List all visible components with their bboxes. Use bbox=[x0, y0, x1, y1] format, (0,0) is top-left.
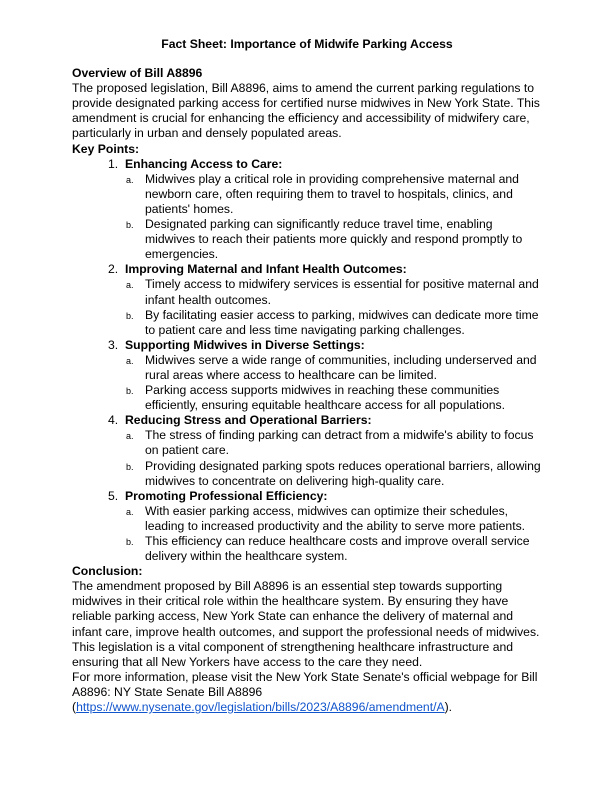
sub-point bbox=[126, 383, 542, 413]
more-info-paragraph bbox=[72, 670, 542, 715]
sub-point-text: The stress of finding parking can detract from a midwife's ability to focus on patient care. bbox=[145, 428, 534, 458]
sub-point-list bbox=[125, 504, 542, 564]
key-point-number: 4. bbox=[108, 413, 119, 428]
link-open-paren: ( bbox=[72, 700, 77, 715]
sub-point-text: This efficiency can reduce healthcare costs and improve overall service delivery within the healthcare system. bbox=[145, 534, 530, 564]
key-point bbox=[108, 337, 542, 413]
sub-point bbox=[126, 171, 542, 217]
sub-point bbox=[126, 217, 542, 262]
sub-point-text: With easier parking access, midwives can optimize their schedules, leading to increased productivity and the ability to serve more patients. bbox=[145, 503, 526, 533]
sub-point-letter: a. bbox=[126, 506, 134, 517]
sub-point-letter: b. bbox=[126, 220, 134, 231]
sub-point-text: Midwives serve a wide range of communities, including underserved and rural areas where access to healthcare can be limited. bbox=[145, 352, 537, 382]
key-point-title: Improving Maternal and Infant Health Outcomes: bbox=[125, 262, 407, 277]
sub-point-letter: a. bbox=[126, 431, 134, 442]
sub-point-text: By facilitating easier access to parking, midwives can dedicate more time to patient care and less time navigating parking challenges. bbox=[145, 307, 539, 337]
sub-point-list bbox=[125, 428, 542, 488]
key-point-number: 2. bbox=[108, 262, 119, 277]
sub-point-letter: b. bbox=[126, 537, 134, 547]
overview-heading: Overview of Bill A8896 bbox=[72, 66, 203, 81]
sub-point bbox=[126, 277, 542, 307]
key-point-title: Supporting Midwives in Diverse Settings: bbox=[125, 337, 365, 352]
key-point-number: 1. bbox=[108, 156, 119, 171]
nysenate-bill-link[interactable]: https://www.nysenate.gov/legislation/bills/2023/A8896/amendment/A bbox=[76, 700, 445, 715]
key-point bbox=[108, 156, 542, 263]
key-points-heading: Key Points: bbox=[72, 141, 140, 156]
sub-point-letter: a. bbox=[126, 280, 134, 291]
key-point-title: Reducing Stress and Operational Barriers: bbox=[125, 413, 372, 428]
sub-point-text: Parking access supports midwives in reaching these communities efficiently, ensuring equitable healthcare access for all populations. bbox=[145, 383, 505, 413]
sub-point-letter: b. bbox=[126, 461, 134, 472]
sub-point-list bbox=[125, 172, 542, 263]
sub-point bbox=[126, 534, 542, 564]
sub-point-text: Timely access to midwifery services is essential for positive maternal and infant health outcomes. bbox=[145, 277, 539, 307]
key-point-number: 3. bbox=[108, 337, 119, 352]
sub-point bbox=[126, 458, 542, 489]
sub-point bbox=[126, 428, 542, 458]
sub-point-text: Designated parking can significantly reduce travel time, enabling midwives to reach their patients more quickly and respond promptly to emergencies. bbox=[145, 217, 523, 262]
link-close-paren: ). bbox=[444, 700, 453, 715]
key-points-list bbox=[72, 157, 542, 565]
sub-point-letter: a. bbox=[126, 355, 134, 366]
key-point bbox=[108, 488, 542, 564]
more-info-text: For more information, please visit the New York State Senate's official webpage for Bill A8896: NY State Senate Bill A8896 bbox=[72, 669, 538, 699]
key-point-title: Promoting Professional Efficiency: bbox=[125, 488, 328, 503]
conclusion-heading: Conclusion: bbox=[72, 564, 143, 579]
key-point bbox=[108, 262, 542, 337]
key-point-title: Enhancing Access to Care: bbox=[125, 156, 283, 171]
sub-point-letter: b. bbox=[126, 386, 134, 397]
key-point-number: 5. bbox=[108, 488, 119, 503]
conclusion-paragraph: The amendment proposed by Bill A8896 is an essential step towards supporting midwives in their critical role within the healthcare system. By ensuring they have reliable parking access, New York State can enhance the delivery of maternal and infant care, improve health outcomes, and support the professional needs of midwives. This legislation is a vital component of strengthening healthcare infrastructure and ensuring that all New Yorkers have access to the care they need. bbox=[72, 579, 540, 669]
sub-point-list bbox=[125, 353, 542, 413]
sub-point-text: Midwives play a critical role in providing comprehensive maternal and newborn care, often requiring them to travel to hospitals, clinics, and patients' homes. bbox=[145, 171, 519, 216]
page-title: Fact Sheet: Importance of Midwife Parking Access bbox=[161, 37, 453, 51]
overview-paragraph: The proposed legislation, Bill A8896, aims to amend the current parking regulations to provide designated parking access for certified nurse midwives in New York State. This amendment is crucial for enhancing the efficiency and accessibility of midwifery care, particularly in urban and densely populated areas. bbox=[72, 81, 540, 141]
sub-point-list bbox=[125, 277, 542, 337]
sub-point-letter: a. bbox=[126, 174, 134, 185]
sub-point-letter: b. bbox=[126, 310, 134, 321]
sub-point bbox=[126, 307, 542, 338]
key-point bbox=[108, 413, 542, 488]
sub-point-text: Providing designated parking spots reduces operational barriers, allowing midwives to concentrate on delivering high-quality care. bbox=[145, 458, 541, 488]
sub-point bbox=[126, 352, 542, 383]
sub-point bbox=[126, 503, 542, 534]
